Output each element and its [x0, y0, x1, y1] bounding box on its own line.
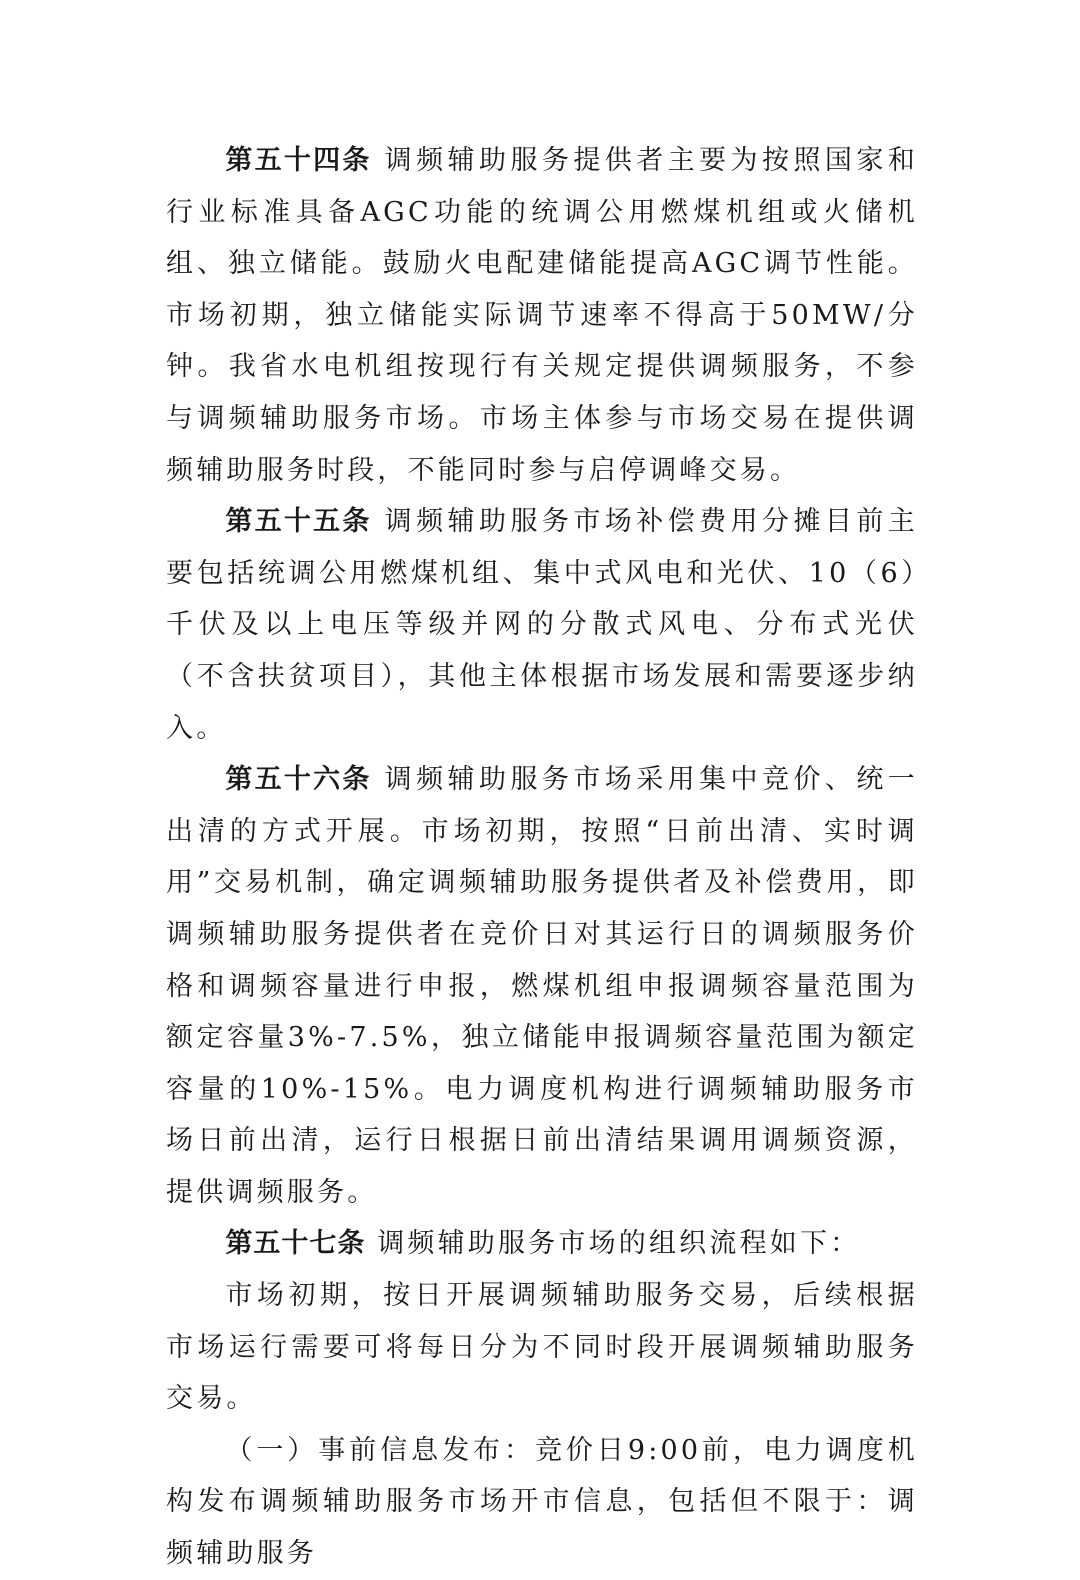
article-55-text: 调频辅助服务市场补偿费用分摊目前主要包括统调公用燃煤机组、集中式风电和光伏、10（6）千伏及以上电压等级并网的分散式风电、分布式光伏（不含扶贫项目），其他主体根据市场发展和需要逐步纳入。: [166, 506, 918, 744]
paragraph-market-initial: 市场初期，按日开展调频辅助服务交易，后续根据市场运行需要可将每日分为不同时段开展调频辅助服务交易。: [166, 1280, 918, 1415]
article-54: [166, 135, 918, 496]
article-57: [166, 1218, 918, 1270]
article-55-heading: 第五十五条: [225, 506, 372, 538]
article-56: [166, 754, 918, 1218]
article-55: [166, 496, 918, 754]
article-57-text: 调频辅助服务市场的组织流程如下：: [377, 1228, 861, 1260]
article-57-heading: 第五十七条: [225, 1228, 366, 1260]
article-54-heading: 第五十四条: [225, 145, 372, 176]
article-56-heading: 第五十六条: [225, 764, 372, 796]
document-page: [166, 135, 918, 1580]
article-56-text: 调频辅助服务市场采用集中竞价、统一出清的方式开展。市场初期，按照“日前出清、实时调用”交易机制，确定调频辅助服务提供者及补偿费用，即调频辅助服务提供者在竞价日对其运行日的调频服务价格和调频容量进行申报，燃煤机组申报调频容量范围为额定容量3%-7.5%，独立储能申报调频容量范围为额定容量的10%-15%。电力调度机构进行调频辅助服务市场日前出清，运行日根据日前出清结果调用调频资源，提供调频服务。: [166, 764, 918, 1208]
article-54-text: 调频辅助服务提供者主要为按照国家和行业标准具备AGC功能的统调公用燃煤机组或火储机组、独立储能。鼓励火电配建储能提高AGC调节性能。市场初期，独立储能实际调节速率不得高于50MW/分钟。我省水电机组按现行有关规定提供调频服务，不参与调频辅助服务市场。市场主体参与市场交易在提供调频辅助服务时段，不能同时参与启停调峰交易。: [166, 145, 918, 486]
paragraph-pre-info-release: （一）事前信息发布：竞价日9:00前，电力调度机构发布调频辅助服务市场开市信息，包括但不限于：调频辅助服务: [166, 1434, 918, 1570]
